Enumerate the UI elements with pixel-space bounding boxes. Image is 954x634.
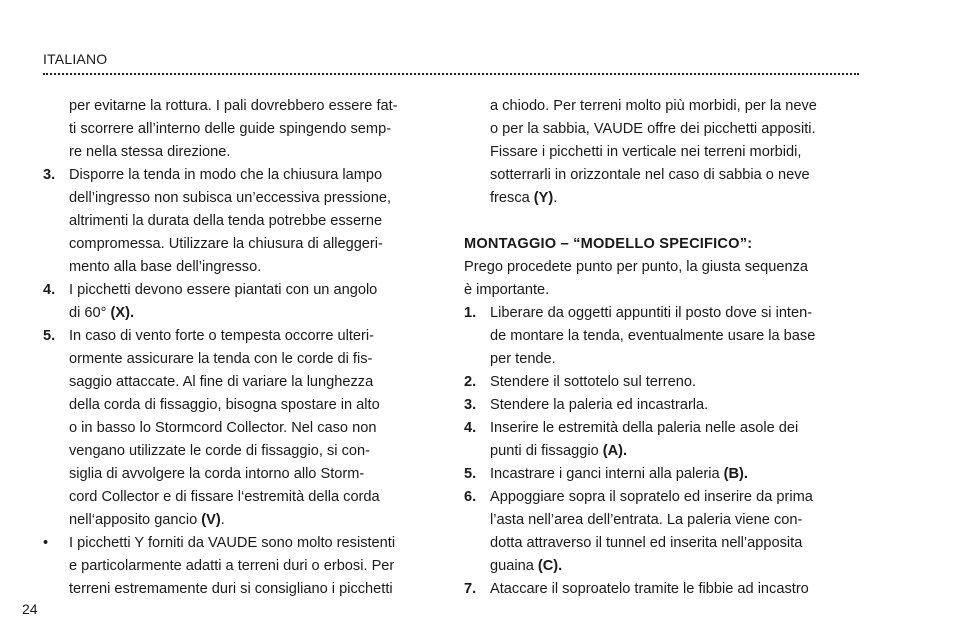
section-header: ITALIANO [43, 51, 108, 67]
step-item [464, 486, 859, 578]
section-heading: MONTAGGIO – “MODELLO SPECIFICO”: [464, 236, 753, 252]
item-text [69, 164, 438, 279]
step-item [464, 463, 859, 486]
step-item [464, 578, 859, 601]
step-text-body: Appoggiare sopra il sopratelo ed inserire da prima l’asta nell’area dell’entrata. La paleria viene con- dotta attraverso il tunnel ed inserita nell’apposita guaina [490, 489, 813, 574]
step-text-body: Inserire le estremità della paleria nelle asole dei punti di fissaggio [490, 420, 799, 459]
item-text-body: Disporre la tenda in modo che la chiusura lampo dell’ingresso non subisca un’eccessiva pressione, altrimenti la durata della tenda potrebbe esserne compromessa. Utilizzare la chiusura di alleggeri- mento alla base dell’ingresso. [69, 167, 392, 275]
figure-reference: (B). [723, 466, 748, 482]
figure-reference: (X). [110, 305, 135, 321]
figure-reference: (Y) [533, 190, 554, 206]
left-column [43, 95, 438, 601]
step-text: Stendere il sottotelo sul terreno. [490, 374, 697, 390]
item-text [69, 325, 438, 532]
bullet-text: I picchetti Y forniti da VAUDE sono molto resistenti e particolarmente adatti a terreni duri o erbosi. Per terreni estremamente duri si consigliano i picchetti [69, 535, 396, 597]
header-divider [43, 73, 859, 75]
step-item [464, 394, 859, 417]
step-text: Ataccare il soproatelo tramite le fibbie ad incastro [490, 581, 809, 597]
list-item [43, 279, 438, 325]
continuation-text [490, 95, 859, 210]
bullet-item [43, 532, 438, 601]
step-text [490, 486, 859, 578]
item-text [69, 279, 438, 325]
figure-reference: (V) [201, 512, 221, 528]
list-item [43, 325, 438, 532]
continuation-body: a chiodo. Per terreni molto più morbidi, per la neve o per la sabbia, VAUDE offre dei picchetti appositi. Fissare i picchetti in verticale nei terreni morbidi, sotterrarli in orizzontale nel caso di sabbia o neve fresca [490, 98, 817, 206]
step-number: 1. [464, 305, 477, 321]
item-text-end: . [220, 512, 225, 528]
figure-reference: (C). [537, 558, 563, 574]
step-text [490, 417, 859, 463]
continuation-text: per evitarne la rottura. I pali dovrebbero essere fat- ti scorrere all’interno delle guide spingendo semp- re nella stessa direzione. [69, 98, 398, 160]
spacer [464, 210, 859, 233]
item-number: 3. [43, 167, 56, 183]
item-number: 4. [43, 282, 56, 298]
continuation-end: . [553, 190, 558, 206]
step-number: 5. [464, 466, 477, 482]
page-number: 24 [22, 601, 38, 617]
step-number: 6. [464, 489, 477, 505]
step-text: Liberare da oggetti appuntiti il posto dove si inten- de montare la tenda, eventualmente usare la base per tende. [490, 305, 816, 367]
step-number: 7. [464, 581, 477, 597]
item-text-body: In caso di vento forte o tempesta occorre ulteri- ormente assicurare la tenda con le corde di fis- saggio attaccate. Al fine di variare la lunghezza della corda di fissaggio, bisogna spostare in alto o in basso lo Stormcord Collector. Nel caso non vengano utilizzate le corde di fissaggio, si con- siglia di avvolgere la corda intorno allo Storm- cord Collector e di fissare l‘estremità della corda nell‘apposito gancio [69, 328, 380, 528]
step-text-body: Incastrare i ganci interni alla paleria [490, 466, 724, 482]
item-number: 5. [43, 328, 56, 344]
step-number: 3. [464, 397, 477, 413]
step-text: Stendere la paleria ed incastrarla. [490, 397, 709, 413]
step-item [464, 302, 859, 371]
step-item [464, 371, 859, 394]
intro-text: Prego procedete punto per punto, la giusta sequenza è importante. [464, 259, 809, 298]
step-item [464, 417, 859, 463]
item-text-body: I picchetti devono essere piantati con un angolo di 60° [69, 282, 378, 321]
bullet-icon: • [43, 535, 49, 551]
right-column [464, 95, 859, 601]
step-number: 2. [464, 374, 477, 390]
list-item [43, 164, 438, 279]
figure-reference: (A). [602, 443, 628, 459]
step-number: 4. [464, 420, 477, 436]
step-text [490, 463, 859, 486]
